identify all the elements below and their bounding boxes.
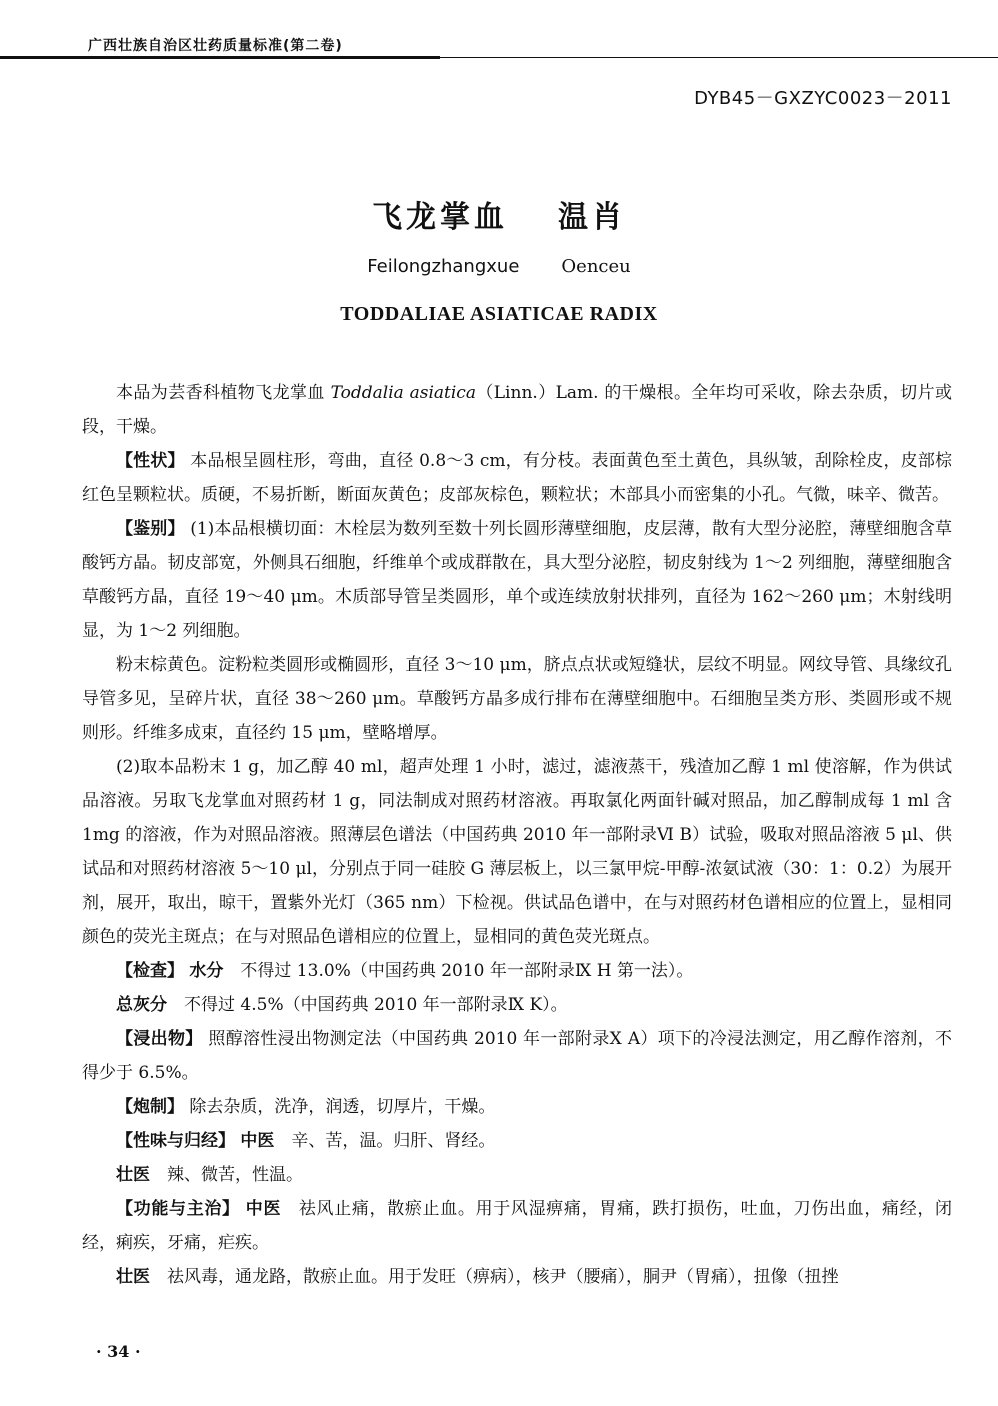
section-text: 辛、苦，温。归肝、肾经。 xyxy=(291,1131,496,1151)
section-label: 【浸出物】 xyxy=(116,1029,203,1049)
subsection-label: 壮医 xyxy=(116,1267,150,1287)
jianbie-tlc-paragraph: (2)取本品粉末 1 g，加乙醇 40 ml，超声处理 1 小时，滤过，滤液蒸干，残渣加乙醇 1 ml 使溶解，作为供试品溶液。另取飞龙掌血对照药材 1 g，同法制成对照药材溶液。再取氯化两面针碱对照品，加乙醇制成每 1 ml 含 1mg 的溶液，作为对照品溶液。照薄层色谱法（中国药典 2010 年一部附录Ⅵ B）试验，吸取对照品溶液 5 μl、供试品和对照药材溶液 5～10 μl，分别点于同一硅胶 G 薄层板上，以三氯甲烷-甲醇-浓氨试液（30：1：0.2）为展开剂，展开，取出，晾干，置紫外光灯（365 nm）下检视。供试品色谱中，在与对照药材色谱相应的位置上，显相同颜色的荧光主斑点；在与对照品色谱相应的位置上，显相同的黄色荧光斑点。 xyxy=(82,757,952,947)
title-romanization-block xyxy=(0,256,998,277)
section-label: 【性味与归经】 xyxy=(116,1131,235,1151)
header-thin-rule xyxy=(440,57,998,58)
section-gongneng xyxy=(82,1192,952,1260)
monograph-body xyxy=(82,376,952,1294)
section-label: 【性状】 xyxy=(116,451,185,471)
gongneng-zhuang xyxy=(82,1260,952,1294)
jianbie-powder-paragraph: 粉末棕黄色。淀粉粒类圆形或椭圆形，直径 3～10 μm，脐点点状或短缝状，层纹不明显。网纹导管、具缘纹孔导管多见，呈碎片状，直径 38～260 μm。草酸钙方晶多成行排布在薄壁细胞中。石细胞呈类方形、类圆形或不规则形。纤维多成束，直径约 15 μm，壁略增厚。 xyxy=(82,655,952,743)
species-name: Toddalia asiatica xyxy=(330,383,476,403)
title-zhuang: 温肖 xyxy=(558,200,626,235)
section-text: 本品根呈圆柱形，弯曲，直径 0.8～3 cm，有分枝。表面黄色至土黄色，具纵皱，刮除栓皮，皮部棕红色呈颗粒状。质硬，不易折断，断面灰黄色；皮部灰棕色，颗粒状；木部具小而密集的小孔。气微，味辛、微苦。 xyxy=(82,451,952,505)
running-title: 广西壮族自治区壮药质量标准(第二卷) xyxy=(88,38,343,54)
section-text: 祛风止痛，散瘀止血。用于风湿痹痛，胃痛，跌打损伤，吐血，刀伤出血，痛经，闭经，痢疾，牙痛，疟疾。 xyxy=(82,1199,953,1253)
subsection-label: 壮医 xyxy=(116,1165,150,1185)
subsection-label: 中医 xyxy=(240,1131,275,1151)
subsection-label: 总灰分 xyxy=(116,995,167,1015)
header-thick-rule xyxy=(0,56,440,59)
section-jianbie xyxy=(82,512,952,648)
title-zhuang-roman: Oenceu xyxy=(561,256,631,277)
section-text: 不得过 13.0%（中国药典 2010 年一部附录Ⅸ H 第一法）。 xyxy=(240,961,694,981)
section-text: 辣、微苦，性温。 xyxy=(167,1165,303,1185)
section-label: 【功能与主治】 xyxy=(116,1199,240,1219)
section-label: 【鉴别】 xyxy=(116,519,185,539)
section-jinchuwu xyxy=(82,1022,952,1090)
section-text: 祛风毒，通龙路，散瘀止血。用于发旺（痹病），核尹（腰痛），胴尹（胃痛），扭像（扭挫 xyxy=(167,1267,839,1287)
running-header xyxy=(0,38,998,62)
title-pinyin: Feilongzhangxue xyxy=(367,256,520,277)
section-text: 不得过 4.5%（中国药典 2010 年一部附录Ⅸ K）。 xyxy=(184,995,568,1015)
intro-text: 本品为芸香科植物飞龙掌血 xyxy=(116,383,331,403)
section-label: 【检查】 xyxy=(116,961,184,981)
page-number: · 34 · xyxy=(96,1342,141,1361)
section-jiancha xyxy=(82,954,952,988)
standard-code: DYB45－GXZYC0023－2011 xyxy=(694,88,952,109)
intro-text-2: （Linn.）Lam. 的干燥根。全年均可采收，除去杂质，切片或段，干燥。 xyxy=(82,383,952,437)
subsection-label: 中医 xyxy=(245,1199,282,1219)
title-latin: TODDALIAE ASIATICAE RADIX xyxy=(340,303,658,325)
xingwei-zhuang xyxy=(82,1158,952,1192)
section-xingzhuang xyxy=(82,444,952,512)
section-label: 【炮制】 xyxy=(116,1097,184,1117)
section-paozhi xyxy=(82,1090,952,1124)
section-text: 照醇溶性浸出物测定法（中国药典 2010 年一部附录Ⅹ A）项下的冷浸法测定，用乙醇作溶剂，不得少于 6.5%。 xyxy=(82,1029,952,1083)
title-chinese: 飞龙掌血 xyxy=(372,200,508,235)
title-chinese-block xyxy=(0,192,998,236)
subsection-label: 水分 xyxy=(189,961,224,981)
section-text: 除去杂质，洗净，润透，切厚片，干燥。 xyxy=(189,1097,496,1117)
jiancha-ash xyxy=(82,988,952,1022)
section-text: (1)本品根横切面：木栓层为数列至数十列长圆形薄壁细胞，皮层薄，散有大型分泌腔，薄壁细胞含草酸钙方晶。韧皮部宽，外侧具石细胞，纤维单个或成群散在，具大型分泌腔，韧皮射线为 1～2 列细胞，薄壁细胞含草酸钙方晶，直径 19～40 μm。木质部导管呈类圆形，单个或连续放射状排列，直径为 162～260 μm；木射线明显，为 1～2 列细胞。 xyxy=(82,519,952,641)
intro-paragraph xyxy=(82,376,952,444)
section-xingwei xyxy=(82,1124,952,1158)
